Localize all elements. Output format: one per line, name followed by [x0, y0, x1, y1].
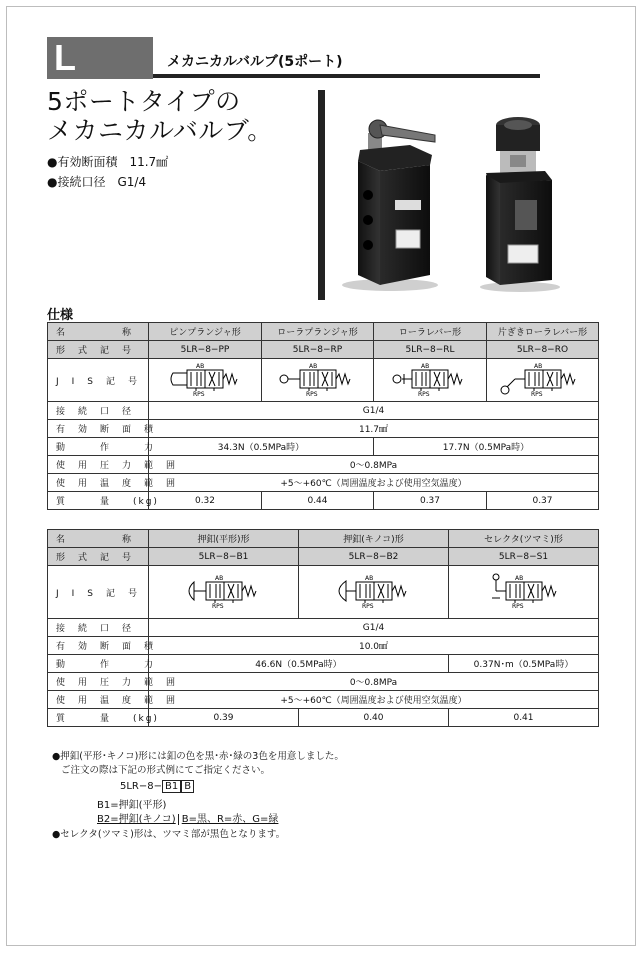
jis-symbol-cell — [374, 359, 487, 402]
notes — [52, 750, 344, 778]
name-cell: 押釦(平形)形 — [149, 530, 299, 548]
svg-text:AB: AB — [308, 363, 317, 370]
jis-label: J I S 記 号 — [48, 359, 149, 402]
option-colors: B=黒、R=赤、G=緑 — [178, 814, 279, 825]
model-cell: 5LR−8−B1 — [149, 548, 299, 566]
valve-symbol-flat-button — [174, 572, 274, 612]
model-cell: 5LR−8−B2 — [299, 548, 449, 566]
mass-value: 0.44 — [262, 492, 374, 510]
name-cell: 押釦(キノコ)形 — [299, 530, 449, 548]
svg-text:RPS: RPS — [511, 603, 524, 610]
svg-text:RPS: RPS — [418, 391, 430, 398]
pressure-label: 使 用 圧 力 範 囲 — [48, 456, 149, 474]
force-value: 34.3N（0.5MPa時） — [149, 438, 374, 456]
name-cell: ピンプランジャ形 — [149, 323, 262, 341]
valve-symbol-roller-plunger — [268, 360, 368, 400]
mass-value: 0.32 — [149, 492, 262, 510]
model-label: 形 式 記 号 — [48, 341, 149, 359]
jis-symbol-cell — [487, 359, 599, 402]
option-b2-row — [97, 813, 278, 827]
port-value: G1/4 — [149, 402, 599, 420]
force-label: 動 作 力 — [48, 438, 149, 456]
option-b1: B1=押釦(平形) — [97, 800, 167, 811]
product-photo — [340, 95, 560, 295]
jis-symbol-cell — [449, 566, 599, 619]
force-value: 17.7N（0.5MPa時） — [374, 438, 599, 456]
svg-text:RPS: RPS — [530, 391, 543, 398]
option-b2: B2=押釦(キノコ) — [97, 814, 176, 825]
temp-value: +5〜+60℃（周囲温度および使用空気温度） — [149, 474, 599, 492]
svg-text:AB: AB — [196, 363, 205, 370]
mass-value: 0.37 — [487, 492, 599, 510]
mass-label: 質 量 (kg) — [48, 492, 149, 510]
svg-text:RPS: RPS — [193, 391, 205, 398]
jis-symbol-cell — [299, 566, 449, 619]
spec-table-2 — [47, 529, 599, 727]
svg-text:AB: AB — [421, 363, 430, 370]
port-value: G1/4 — [149, 619, 599, 637]
valve-symbol-selector — [474, 572, 574, 612]
svg-text:RPS: RPS — [305, 391, 318, 398]
pressure-value: 0〜0.8MPa — [149, 673, 599, 691]
section-letter-badge: L — [47, 37, 153, 79]
order-options — [97, 799, 278, 827]
order-prefix: 5LR−8− — [120, 781, 163, 792]
spec-title: 仕様 — [47, 308, 74, 323]
port-label: 接 続 口 径 — [48, 402, 149, 420]
vertical-rule — [318, 90, 325, 300]
model-cell: 5LR−8−RP — [262, 341, 374, 359]
order-button-type: B1 — [162, 780, 181, 793]
force-value: 46.6N（0.5MPa時） — [149, 655, 449, 673]
mass-value: 0.40 — [299, 709, 449, 727]
model-cell: 5LR−8−RL — [374, 341, 487, 359]
name-cell: 片ぎきローラレバー形 — [487, 323, 599, 341]
pressure-label: 使 用 圧 力 範 囲 — [48, 673, 149, 691]
model-cell: 5LR−8−PP — [149, 341, 262, 359]
pressure-value: 0〜0.8MPa — [149, 456, 599, 474]
svg-text:AB: AB — [533, 363, 542, 370]
jis-symbol-cell — [262, 359, 374, 402]
area-label: 有 効 断 面 積 — [48, 420, 149, 438]
bullet-area: ●有効断面積 11.7㎟ — [47, 155, 169, 169]
temp-value: +5〜+60℃（周囲温度および使用空気温度） — [149, 691, 599, 709]
svg-text:RPS: RPS — [211, 603, 224, 610]
temp-label: 使 用 温 度 範 囲 — [48, 474, 149, 492]
model-cell: 5LR−8−RO — [487, 341, 599, 359]
model-cell: 5LR−8−S1 — [449, 548, 599, 566]
jis-symbol-cell — [149, 359, 262, 402]
area-value: 10.0㎟ — [149, 637, 599, 655]
jis-label: J I S 記 号 — [48, 566, 149, 619]
order-example — [120, 781, 194, 792]
svg-text:AB: AB — [364, 575, 373, 582]
valve-symbol-oneway-lever — [493, 360, 593, 400]
force-value: 0.37N･m（0.5MPa時） — [449, 655, 599, 673]
category-rule — [153, 74, 540, 78]
port-label: 接 続 口 径 — [48, 619, 149, 637]
force-label: 動 作 力 — [48, 655, 149, 673]
name-label: 名 称 — [48, 530, 149, 548]
svg-text:RPS: RPS — [361, 603, 374, 610]
temp-label: 使 用 温 度 範 囲 — [48, 691, 149, 709]
note-order-instruction: ご注文の際は下記の形式例にてご指定ください。 — [61, 765, 271, 776]
mass-label: 質 量 (kg) — [48, 709, 149, 727]
svg-text:AB: AB — [214, 575, 223, 582]
area-label: 有 効 断 面 積 — [48, 637, 149, 655]
order-color-code: B — [181, 780, 194, 793]
valve-symbol-pin — [155, 360, 255, 400]
valve-symbol-mushroom-button — [324, 572, 424, 612]
area-value: 11.7㎟ — [149, 420, 599, 438]
headline-line-1: 5ポートタイプの — [47, 87, 241, 116]
note-selector: ●セレクタ(ツマミ)形は、ツマミ部が黒色となります。 — [52, 829, 286, 840]
category-title: メカニカルバルブ(5ポート) — [167, 54, 343, 70]
bullet-port: ●接続口径 G1/4 — [47, 175, 147, 189]
mass-value: 0.39 — [149, 709, 299, 727]
name-cell: セレクタ(ツマミ)形 — [449, 530, 599, 548]
headline — [47, 87, 273, 145]
headline-line-2: メカニカルバルブ。 — [47, 116, 273, 145]
note-button-colors: ●押釦(平形･キノコ)形には釦の色を黒･赤･緑の3色を用意しました。 — [52, 751, 344, 762]
name-label: 名 称 — [48, 323, 149, 341]
valve-symbol-roller-lever — [380, 360, 480, 400]
jis-symbol-cell — [149, 566, 299, 619]
svg-text:AB: AB — [514, 575, 523, 582]
name-cell: ローラレバー形 — [374, 323, 487, 341]
mass-value: 0.41 — [449, 709, 599, 727]
model-label: 形 式 記 号 — [48, 548, 149, 566]
name-cell: ローラプランジャ形 — [262, 323, 374, 341]
feature-bullets — [47, 152, 168, 192]
mass-value: 0.37 — [374, 492, 487, 510]
spec-table-1 — [47, 322, 599, 510]
